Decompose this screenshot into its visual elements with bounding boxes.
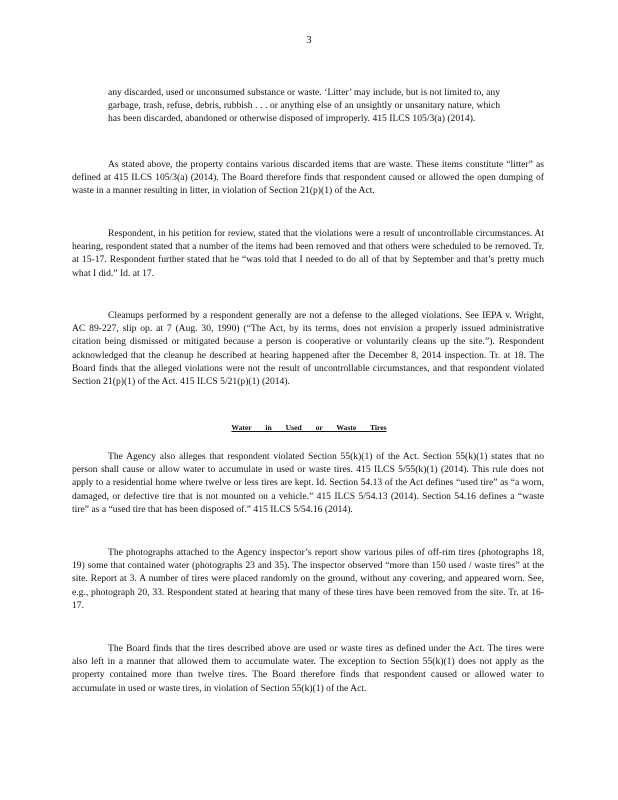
paragraph-tire-finding [72,642,544,695]
paragraph-litter-finding [72,158,544,198]
paragraph-photographs [72,546,544,612]
definition-quote: any discarded, used or unconsumed substance or waste. ‘Litter’ may include, but is not limited to, any garbage, trash, refuse, debris, rubbish . . . or anything else of an unsightly or unsanitary nature, which has been discarded, abandoned or otherwise disposed of improperly. 415 ILCS 105/3(a) (2014). [108,87,500,125]
paragraph-text: The Board finds that the tires described above are used or waste tires as defined under the Act. The tires were also left in a manner that allowed them to accumulate water. The exception to Section 55(k)(1) does not apply as the property contained more than twelve tires. The Board therefore finds that respondent caused or allowed water to accumulate in used or waste tires, in violation of Section 55(k)(1) of the Act. [72,643,544,694]
paragraph-cleanup-defense [72,309,544,388]
paragraph-text: Cleanups performed by a respondent generally are not a defense to the alleged violations. See IEPA v. Wright, AC 89-227, slip op. at 7 (Aug. 30, 1990) (“The Act, by its terms, does not envision a properly issued administrative citation being dismissed or mitigated because a person is cooperative or voluntarily cleans up the site.”). Respondent acknowledged that the cleanup he described at hearing happened after the December 8, 2014 inspection. Tr. at 18. The Board finds that the alleged violations were not the result of uncontrollable circumstances, and that respondent violated Section 21(p)(1) of the Act. 415 ILCS 5/21(p)(1) (2014). [72,310,544,388]
paragraph-agency-allegation [72,450,544,516]
page-number: 3 [306,35,312,46]
paragraph-text: Respondent, in his petition for review, stated that the violations were a result of uncontrollable circumstances. At hearing, respondent stated that a number of the items had been removed and that others were scheduled to be removed. Tr. at 15-17. Respondent further stated that he “was told that I needed to do all of that by September and that’s pretty much what I did.” Id. at 17. [72,228,544,279]
paragraph-text: As stated above, the property contains various discarded items that are waste. These items constitute “litter” as defined at 415 ILCS 105/3(a) (2014). The Board therefore finds that respondent caused or allowed the open dumping of waste in a manner resulting in litter, in violation of Section 21(p)(1) of the Act. [72,159,544,197]
section-heading: Water in Used or Waste Tires [231,423,387,432]
paragraph-text: The photographs attached to the Agency inspector’s report show various piles of off-rim tires (photographs 18, 19) some that contained water (photographs 23 and 35). The inspector observed “more than 150 used / waste tires” at the site. Report at 3. A number of tires were placed randomly on the ground, without any covering, and appeared worn. See, e.g., photograph 20, 33. Respondent stated at hearing that many of these tires have been removed from the site. Tr. at 16-17. [72,547,544,611]
paragraph-respondent-claim [72,227,544,280]
definition-quote-block [108,86,500,126]
paragraph-text: The Agency also alleges that respondent violated Section 55(k)(1) of the Act. Section 55(k)(1) states that no person shall cause or allow water to accumulate in used or waste tires. 415 ILCS 5/55(k)(1) (2014). This rule does not apply to a residential home where twelve or less tires are kept. Id. Section 54.13 of the Act defines “used tire” as “a worn, damaged, or defective tire that is not mounted on a vehicle.” 415 ILCS 5/54.13 (2014). Section 54.16 defines a “waste tire” as a “used tire that has been disposed of.” 415 ILCS 5/54.16 (2014). [72,451,544,515]
